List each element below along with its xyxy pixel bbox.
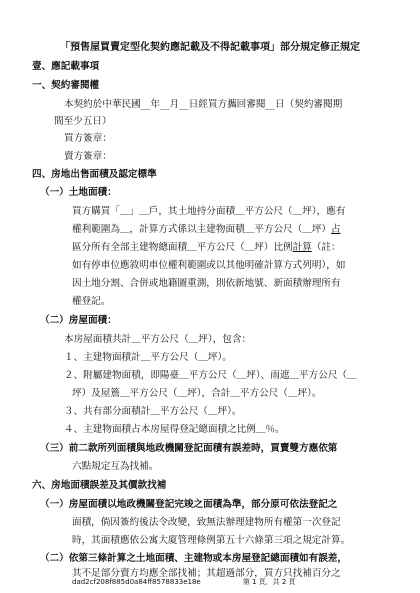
page-footer <box>72 578 296 587</box>
buyer-signature-line: 買方簽章： <box>64 133 112 144</box>
s6-sub2-line-2: 其不足部分賣方均應全部找補；其超過部分，買方只找補百分之 <box>72 568 341 579</box>
s4-sub1-line-2 <box>72 224 341 236</box>
s4-sub1-line-6: 權登記。 <box>72 296 111 307</box>
s4-sub2-item-4: ４、主建物面積占本房屋得登記總面積之比例＿％。 <box>64 424 285 435</box>
s4-sub1-line-1: 買方購買「＿」＿戶，其土地持分面積＿平方公尺（＿坪），應有 <box>72 206 346 217</box>
section-heading-6: 六、房地面積誤差及其價款找補 <box>32 480 167 491</box>
s4-sub1-line-3-underlined: 計算 <box>292 242 312 253</box>
document-title: 「預售屋買賣定型化契約應記載及不得記載事項」部分規定修正規定 <box>60 42 360 53</box>
s4-sub1-line-3-text: 區分所有全部主建物總面積＿平方公尺（＿坪）比例 <box>72 242 293 253</box>
s4-sub1-line-3 <box>72 242 341 254</box>
s4-sub2-intro: 本房屋面積共計＿平方公尺（＿坪），包含： <box>64 334 252 345</box>
s4-sub1-line-2-text: 權利範圍為＿，計算方式係以主建物面積＿平方公尺（＿坪） <box>72 224 332 235</box>
s1-body-line-2: 間至少五日） <box>54 116 112 127</box>
s6-sub1-line-1: （一）房屋面積以地政機關登記完竣之面積為準，部分原可依法登記之 <box>40 499 338 510</box>
s4-sub1-label: （一）土地面積： <box>40 187 117 198</box>
s4-sub2-item-3: ３、共有部分面積計＿平方公尺（＿坪）。 <box>64 406 242 417</box>
s4-sub1-line-2-underlined: 占 <box>331 224 341 235</box>
s1-body-line-1: 本契約於中華民國__年__月__日經買方攜回審閱__日（契約審閱期 <box>64 99 343 110</box>
s4-sub2-item-2-line-1: ２、附屬建物面積，即陽臺＿平方公尺（＿坪）、雨遮＿平方公尺（＿ <box>64 370 357 381</box>
s6-sub2-line-1: （二）依第三條計算之土地面積、主建物或本房屋登記總面積如有誤差， <box>40 553 347 564</box>
page-number: 第 1 頁，共 2 頁 <box>242 578 296 586</box>
s4-sub2-label: （二）房屋面積： <box>40 315 117 326</box>
s4-sub3-line-2: 六點規定互為找補。 <box>72 461 159 472</box>
s6-sub1-line-3: 時，其面積應依公寓大廈管理條例第五十六條第三項之規定計算。 <box>72 535 351 546</box>
section-heading-main: 壹、應記載事項 <box>32 61 100 72</box>
seller-signature-line: 賣方簽章： <box>64 151 112 162</box>
s4-sub1-line-3-note: （註： <box>311 242 341 253</box>
section-heading-4: 四、房地出售面積及認定標準 <box>32 169 157 180</box>
s4-sub2-item-1: １、主建物面積計＿平方公尺（＿坪）。 <box>64 352 232 363</box>
document-id: dad2cf208f885d0a84ff8578833e18e <box>72 578 201 586</box>
s6-sub1-line-2: 面積，倘因簽約後法令改變，致無法辦理建物所有權第一次登記 <box>72 517 341 528</box>
section-heading-1: 一、契約審閱權 <box>32 80 100 91</box>
s4-sub2-item-2-line-2: 坪）及屋簷＿平方公尺（＿坪），合計＿平方公尺（＿坪）。 <box>72 388 322 399</box>
s4-sub3-line-1: （三）前二款所列面積與地政機關登記面積有誤差時，買賣雙方應依第 <box>40 443 338 454</box>
s4-sub1-line-5: 因土地分割、合併或地籍圖重測，則依新地號、新面積辦理所有 <box>72 278 341 289</box>
s4-sub1-line-4: 如有停車位應敘明車位權利範圍或以其他明確計算方式列明），如 <box>72 260 346 271</box>
